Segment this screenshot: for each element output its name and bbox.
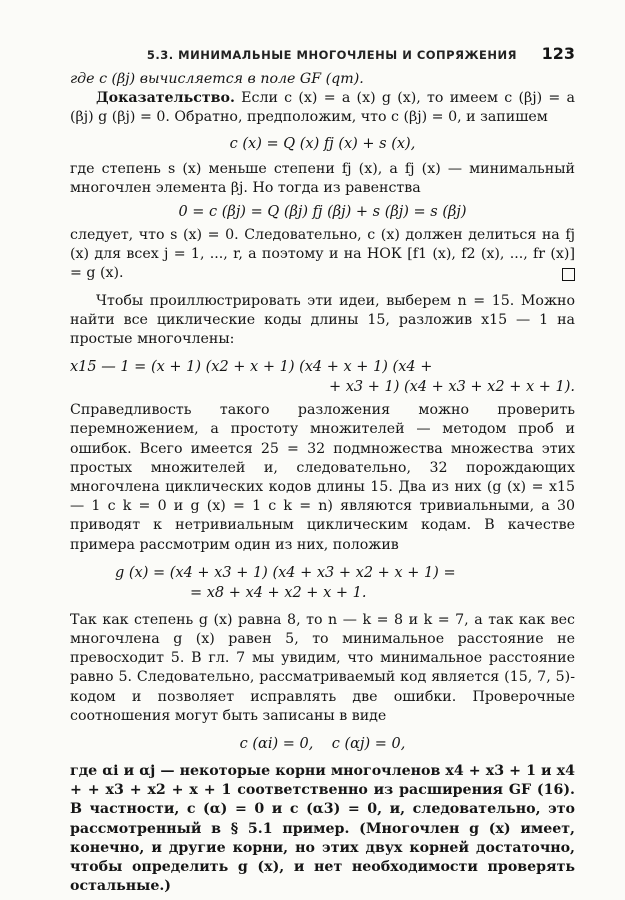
equation-4-line-2: = x8 + x4 + x2 + x + 1.	[190, 584, 367, 601]
proof-text: Если c (x) = a (x) g (x), то имеем c (βj) = a (βj) g (βj) = 0. Обратно, предположим, что c (βj) = 0, и запишем	[70, 90, 575, 126]
page-header	[70, 44, 575, 70]
paragraph-7: где αi и αj — некоторые корни многочленов x4 + x3 + 1 и x4 + + x3 + x2 + x + 1 соответственно из расширения GF (16). В частности, c (α) = 0 и c (α3) = 0, и, следовательно, это рассмотренный в § 5.1 пример. (Многочлен g (x) имеет, конечно, и другие корни, но этих двух корней достаточно, чтобы определить g (x), и нет необходимости проверять остальные.)	[70, 763, 575, 895]
paragraph-6: Так как степень g (x) равна 8, то n — k = 8 и k = 7, а так как вес многочлена g (x) равен 5, то минимальное расстояние не превосходит 5. В гл. 7 мы увидим, что минимальное расстояние равно 5. Следовательно, рассматриваемый код является (15, 7, 5)-кодом и позволяет исправлять две ошибки. Проверочные соотношения могут быть записаны в виде	[70, 611, 575, 724]
paragraph-intro: где c (βj) вычисляется в поле GF (qm).	[70, 71, 364, 87]
paragraph-4: Чтобы проиллюстрировать эти идеи, выберем n = 15. Можно найти все циклические коды длины 15, разложив x15 — 1 на простые многочлены:	[70, 292, 575, 348]
paragraph-3	[70, 226, 575, 284]
qed-square-icon	[562, 268, 575, 281]
page-body	[70, 70, 575, 897]
page-number: 123	[541, 44, 575, 63]
equation-5: c (αi) = 0, c (αj) = 0,	[239, 736, 406, 753]
equation-4-line-1: g (x) = (x4 + x3 + 1) (x4 + x3 + x2 + x + 1) =	[115, 564, 456, 581]
equation-3-line-2: + x3 + 1) (x4 + x3 + x2 + x + 1).	[328, 379, 575, 396]
paragraph-2: где степень s (x) меньше степени fj (x), а fj (x) — минимальный многочлен элемента βj. Но тогда из равенства	[70, 160, 575, 196]
equation-1: c (x) = Q (x) fj (x) + s (x),	[229, 135, 416, 152]
paragraph-3-text: следует, что s (x) = 0. Следовательно, c (x) должен делиться на fj (x) для всех j = 1, ..., r, а поэтому и на НОК [f1 (x), f2 (x), ..., fr (x)] = g (x).	[70, 227, 575, 282]
equation-2: 0 = c (βj) = Q (βj) fj (βj) + s (βj) = s (βj)	[178, 204, 467, 221]
equation-3-line-1: x15 — 1 = (x + 1) (x2 + x + 1) (x4 + x + 1) (x4 +	[70, 359, 433, 376]
proof-label: Доказательство.	[96, 90, 235, 107]
running-head: 5.3. МИНИМАЛЬНЫЕ МНОГОЧЛЕНЫ И СОПРЯЖЕНИЯ	[146, 48, 517, 62]
proof-paragraph	[70, 89, 575, 127]
paragraph-5: Справедливость такого разложения можно проверить перемножением, а простоту множителей — методом проб и ошибок. Всего имеется 25 = 32 подмножества множества этих простых множителей и, следовательно, 32 порождающих многочлена циклических кодов длины 15. Два из них (g (x) = x15 — 1 с k = 0 и g (x) = 1 с k = n) являются тривиальными, а 30 приводят к нетривиальным циклическим кодам. В качестве примера рассмотрим один из них, положив	[70, 402, 575, 553]
